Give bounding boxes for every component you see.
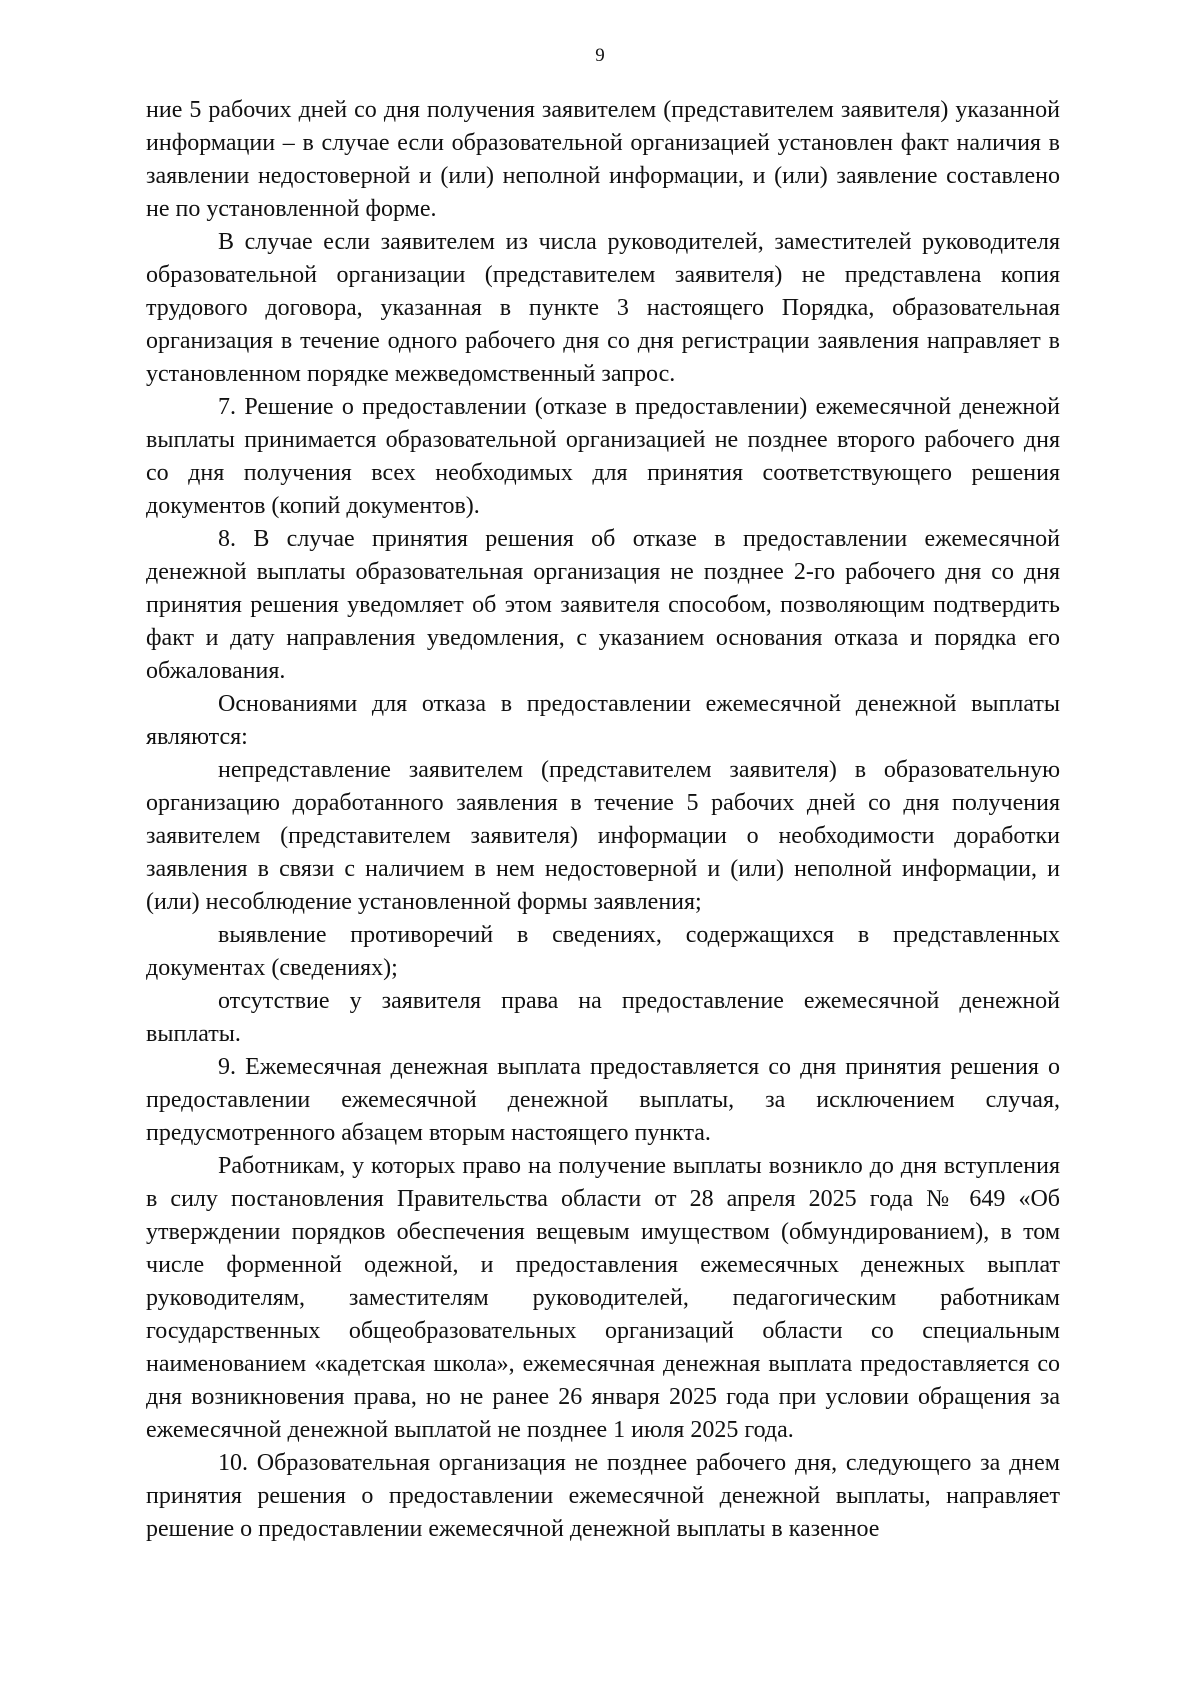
paragraph-refusal-grounds: Основаниями для отказа в предоставлении ежемесячной денежной выплаты являются: [146,691,1060,750]
paragraph-interagency-request: В случае если заявителем из числа руководителей, заместителей руководителя образовательной организации (представителем заявителя) не представлена копия трудового договора, указанная в пункте 3 настоящего Порядка, образовательная организация в течение одного рабочего дня со дня регистрации заявления направляет в установленном порядке межведомственный запрос. [146,229,1060,387]
paragraph-item-7: 7. Решение о предоставлении (отказе в предоставлении) ежемесячной денежной выплаты принимается образовательной организацией не позднее второго рабочего дня со дня получения всех необходимых для принятия соответствующего решения документов (копий документов). [146,394,1060,519]
page-number: 9 [595,45,605,66]
paragraph-continuation: ние 5 рабочих дней со дня получения заявителем (представителем заявителя) указанной информации – в случае если образовательной организацией установлен факт наличия в заявлении недостоверной и (или) неполной информации, и (или) заявление составлено не по установленной форме. [146,97,1060,222]
paragraph-ground-3: отсутствие у заявителя права на предоставление ежемесячной денежной выплаты. [146,988,1060,1047]
paragraph-item-10: 10. Образовательная организация не позднее рабочего дня, следующего за днем принятия решения о предоставлении ежемесячной денежной выплаты, направляет решение о предоставлении ежемесячной денежной выплаты в казенное [146,1450,1060,1542]
paragraph-item-9: 9. Ежемесячная денежная выплата предоставляется со дня принятия решения о предоставлении ежемесячной денежной выплаты, за исключением случая, предусмотренного абзацем вторым настоящего пункта. [146,1054,1060,1146]
document-body [146,94,1060,1546]
paragraph-item-8: 8. В случае принятия решения об отказе в предоставлении ежемесячной денежной выплаты образовательная организация не позднее 2-го рабочего дня со дня принятия решения уведомляет об этом заявителя способом, позволяющим подтвердить факт и дату направления уведомления, с указанием основания отказа и порядка его обжалования. [146,526,1060,684]
paragraph-transitional-workers: Работникам, у которых право на получение выплаты возникло до дня вступления в силу постановления Правительства области от 28 апреля 2025 года № 649 «Об утверждении порядков обеспечения вещевым имуществом (обмундированием), в том числе форменной одежной, и предоставления ежемесячных денежных выплат руководителям, заместителям руководителей, педагогическим работникам государственных общеобразовательных организаций области со специальным наименованием «кадетская школа», ежемесячная денежная выплата предоставляется со дня возникновения права, но не ранее 26 января 2025 года при условии обращения за ежемесячной денежной выплатой не позднее 1 июля 2025 года. [146,1153,1060,1443]
paragraph-ground-1: непредставление заявителем (представителем заявителя) в образовательную организацию доработанного заявления в течение 5 рабочих дней со дня получения заявителем (представителем заявителя) информации о необходимости доработки заявления в связи с наличием в нем недостоверной и (или) неполной информации, и (или) несоблюдение установленной формы заявления; [146,757,1060,915]
paragraph-ground-2: выявление противоречий в сведениях, содержащихся в представленных документах (сведениях); [146,922,1060,981]
